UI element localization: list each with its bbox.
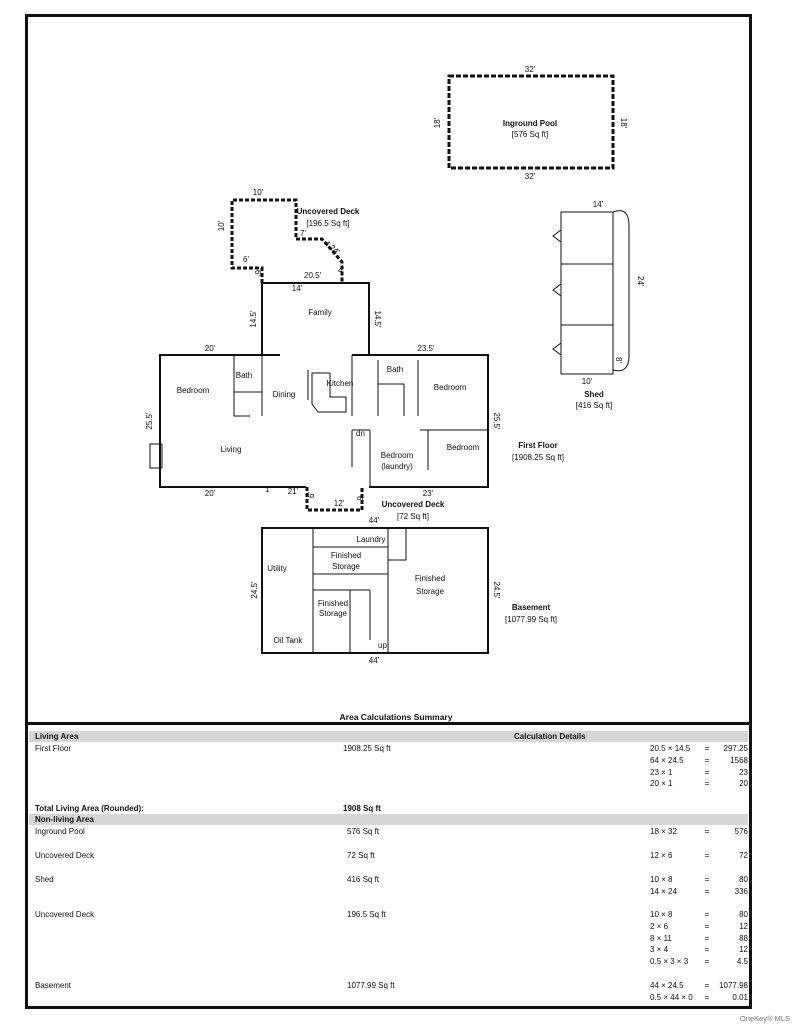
calc-result: 12 <box>739 945 748 955</box>
shed-dim-right: 24' <box>636 276 645 287</box>
calc-equals: = <box>704 933 710 943</box>
calc-result: 1077.98 <box>719 981 748 990</box>
pool-label: Inground Pool <box>502 119 558 128</box>
room-bedroom-west: Bedroom <box>176 386 210 395</box>
calc-expression: 14 × 24 <box>650 886 677 896</box>
calc-result: 72 <box>739 851 748 860</box>
calc-expression: 10 × 8 <box>650 910 673 919</box>
calc-result: 80 <box>739 875 748 884</box>
nonliving-area: 196.5 Sq ft <box>347 910 386 919</box>
nonliving-header: Non-living Area <box>35 815 94 824</box>
area-summary <box>25 722 752 1009</box>
calc-result: 336 <box>734 886 748 896</box>
calc-result: 1568 <box>730 755 748 765</box>
pool-dim-left: 18' <box>433 117 442 129</box>
room-bath-east: Bath <box>386 365 404 374</box>
calc-expression: 12 × 6 <box>650 851 673 860</box>
total-living-value: 1908 Sq ft <box>343 804 381 813</box>
calc-equals: = <box>704 992 710 1002</box>
pool-dim-top: 32' <box>524 65 536 74</box>
room-fin-storage-c2: Storage <box>318 609 348 618</box>
calc-result: 80 <box>739 910 748 919</box>
deck-dim-f: 4.24' <box>322 238 342 257</box>
calc-expression: 10 × 8 <box>650 875 673 884</box>
calc-equals: = <box>704 945 710 955</box>
calc-expression: 3 × 4 <box>650 945 669 955</box>
calc-equals: = <box>704 744 710 753</box>
ff-dim-21: 21' <box>287 487 299 496</box>
calc-equals: = <box>704 921 710 931</box>
calc-equals: = <box>704 875 710 884</box>
room-living: Living <box>220 445 242 454</box>
deck-dim-g: 4' <box>338 266 344 275</box>
calc-expression: 0.5 × 3 × 3 <box>650 957 689 967</box>
pool-dim-right: 18' <box>619 117 628 129</box>
ff-dim-145-left: 14.5' <box>249 310 258 328</box>
calc-expression: 18 × 32 <box>650 827 677 836</box>
nonliving-name: Uncovered Deck <box>35 910 95 919</box>
living-area-band <box>29 731 748 742</box>
calc-equals: = <box>704 851 710 860</box>
ff-dim-255-right: 25.5' <box>492 412 501 430</box>
room-dining: Dining <box>272 390 296 399</box>
calc-equals: = <box>704 886 710 896</box>
first-floor-area: 1908.25 Sq ft <box>343 744 391 753</box>
room-fin-storage-b2: Storage <box>415 587 445 596</box>
bsmt-dim-right: 24.5' <box>492 581 501 599</box>
calc-expression: 20.5 × 14.5 <box>650 744 691 753</box>
nonliving-name: Shed <box>35 875 54 884</box>
room-kitchen: Kitchen <box>326 379 354 388</box>
calc-result: 4.5 <box>736 957 748 967</box>
basement-label: Basement <box>511 603 551 612</box>
nonliving-name: Uncovered Deck <box>35 851 95 860</box>
room-fin-storage-a2: Storage <box>331 562 361 571</box>
calc-expression: 23 × 1 <box>650 767 673 777</box>
calc-expression: 2 × 6 <box>650 921 669 931</box>
nonliving-area: 1077.99 Sq ft <box>347 981 395 990</box>
calc-equals: = <box>704 767 710 777</box>
room-utility: Utility <box>267 564 287 573</box>
bsmt-dim-top: 44' <box>368 516 380 525</box>
first-floor-label: First Floor <box>518 441 558 450</box>
lower-deck-area: [72 Sq ft] <box>396 512 430 521</box>
calc-equals: = <box>704 957 710 967</box>
calc-expression: 64 × 24.5 <box>650 755 684 765</box>
calc-equals: = <box>704 755 710 765</box>
ff-dim-255-left: 25.5' <box>145 412 154 430</box>
shed-dim-bottom: 10' <box>581 377 593 386</box>
nonliving-name: Basement <box>35 981 72 990</box>
nonliving-area: 416 Sq ft <box>347 875 380 884</box>
calc-result: 23 <box>739 767 748 777</box>
room-laundry-note: (laundry) <box>381 462 413 471</box>
calc-equals: = <box>704 910 710 919</box>
summary-title: Area Calculations Summary <box>339 712 453 722</box>
shed-label: Shed <box>584 390 604 399</box>
bsmt-dim-bottom: 44' <box>368 656 380 665</box>
upper-deck-label: Uncovered Deck <box>296 207 360 216</box>
shed-dim-top: 14' <box>592 200 604 209</box>
ldeck-dim-bottom: 12' <box>333 499 345 508</box>
deck-dim-a: 10' <box>252 188 264 197</box>
calc-result: 576 <box>734 827 748 836</box>
ff-dim-235: 23.5' <box>417 344 435 353</box>
basement-area: [1077.99 Sq ft] <box>504 615 558 624</box>
calc-equals: = <box>704 981 710 990</box>
deck-dim-e: 6' <box>253 270 262 276</box>
ldeck-dim-right: 6' <box>355 496 364 502</box>
pool-dim-bottom: 32' <box>524 172 536 181</box>
deck-dim-c: 7' <box>300 229 306 238</box>
pool-area: [576 Sq ft] <box>511 130 549 139</box>
room-bedroom-laundry: Bedroom <box>380 451 414 460</box>
shed-area: [416 Sq ft] <box>575 401 613 410</box>
calc-result: 297.25 <box>723 744 748 753</box>
nonliving-name: Inground Pool <box>35 827 85 836</box>
room-oil-tank: Oil Tank <box>273 636 303 645</box>
lower-deck-label: Uncovered Deck <box>381 500 445 509</box>
ff-dim-14: 14' <box>291 284 303 293</box>
room-family: Family <box>308 308 332 317</box>
deck-dim-b: 10' <box>217 220 226 232</box>
ff-dim-23: 23' <box>422 489 434 498</box>
nonliving-area: 72 Sq ft <box>347 851 375 860</box>
calc-equals: = <box>704 779 710 789</box>
nonliving-area: 576 Sq ft <box>347 827 380 836</box>
upper-deck-area: [196.5 Sq ft] <box>306 219 350 228</box>
room-bath-west: Bath <box>235 371 253 380</box>
calc-result: 20 <box>739 779 748 789</box>
ff-dim-1: 1' <box>265 485 271 494</box>
deck-dim-d: 6' <box>243 255 249 264</box>
living-area-header: Living Area <box>35 732 79 741</box>
nonliving-band <box>29 814 748 825</box>
calc-expression: 8 × 11 <box>650 933 672 943</box>
calc-expression: 44 × 24.5 <box>650 981 684 990</box>
room-fin-storage-c1: Finished <box>317 599 349 608</box>
room-bedroom-east: Bedroom <box>433 383 467 392</box>
first-floor-name: First Floor <box>35 744 71 753</box>
ldeck-dim-left: 6' <box>307 492 316 498</box>
calc-result: 0.01 <box>732 992 748 1002</box>
calc-expression: 0.5 × 44 × 0 <box>650 992 693 1002</box>
first-floor-area: [1908.25 Sq ft] <box>511 453 565 462</box>
shed-dim-right-low: 8' <box>614 357 623 363</box>
ff-dim-20-bottom: 20' <box>204 489 216 498</box>
room-fin-storage-b1: Finished <box>414 574 446 583</box>
watermark: OneKey® MLS <box>739 1014 790 1023</box>
calc-equals: = <box>704 827 710 836</box>
room-bedroom-se: Bedroom <box>446 443 480 452</box>
deck-dim-h: 20.5' <box>304 271 322 280</box>
ff-dim-20-top: 20' <box>204 344 216 353</box>
calc-result: 88 <box>739 933 748 943</box>
room-laundry: Laundry <box>356 535 386 544</box>
calc-result: 12 <box>739 921 748 931</box>
shed-outline <box>553 211 629 374</box>
calculation-details-header: Calculation Details <box>514 732 586 741</box>
room-fin-storage-a1: Finished <box>330 551 362 560</box>
stairs-dn: dn <box>356 429 365 438</box>
bsmt-dim-left: 24.5' <box>250 581 259 599</box>
ff-dim-145-right: 14.5' <box>373 310 382 328</box>
stairs-up: up <box>378 641 387 650</box>
calc-expression: 20 × 1 <box>650 779 673 789</box>
total-living-label: Total Living Area (Rounded): <box>35 804 144 813</box>
